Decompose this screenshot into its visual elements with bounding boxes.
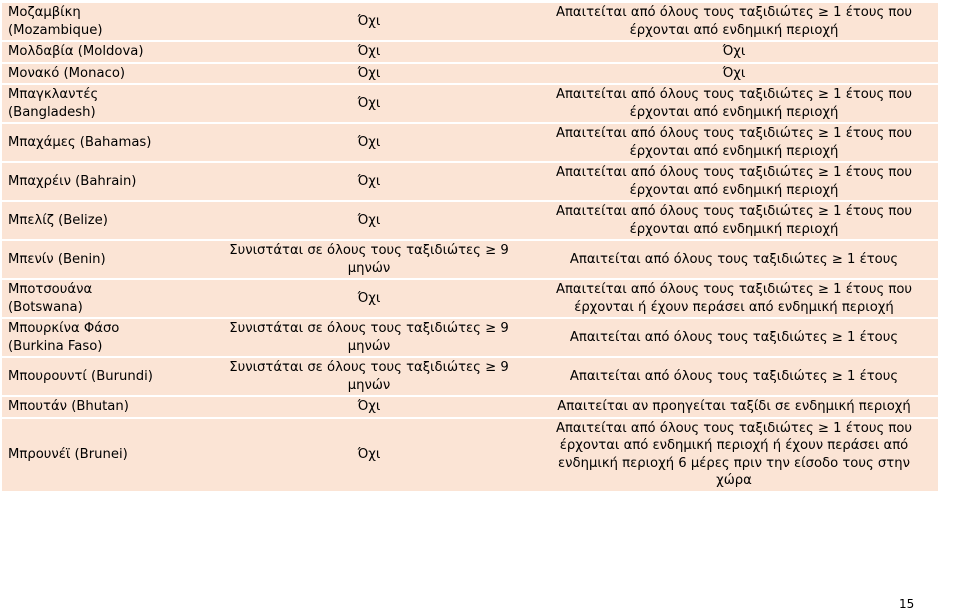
cell-text-line: Όχι xyxy=(357,290,381,306)
table-row xyxy=(2,124,938,161)
cell-text-line: έρχονται από ενδημική περιοχή xyxy=(629,104,839,120)
cell-text-line: (Burkina Faso) xyxy=(8,338,103,354)
vaccine-recommendation-cell xyxy=(208,419,530,491)
table-row xyxy=(2,419,938,491)
cell-text-line: Μπαγκλαντές xyxy=(8,87,99,102)
vaccine-recommendation-cell xyxy=(208,397,530,417)
yellow-fever-requirement-cell xyxy=(530,42,938,62)
yellow-fever-requirement-cell xyxy=(530,419,938,491)
cell-text-line: Μπαχάμες (Bahamas) xyxy=(8,134,152,150)
vaccine-recommendation-cell xyxy=(208,202,530,239)
cell-text-line: Απαιτείται από όλους τους ταξιδιώτες ≥ 1 έτους που xyxy=(555,87,913,102)
cell-text-line: Μπρουνέϊ (Brunei) xyxy=(8,446,128,462)
yellow-fever-requirement-cell xyxy=(530,64,938,84)
table-row xyxy=(2,280,938,317)
vaccine-recommendation-cell xyxy=(208,3,530,40)
country-cell xyxy=(2,397,208,417)
cell-text-line: Απαιτείται από όλους τους ταξιδιώτες ≥ 1 έτους xyxy=(569,329,899,345)
cell-text-line: Μπενίν (Benin) xyxy=(8,251,106,267)
cell-text-line: Όχι xyxy=(357,212,381,228)
country-cell xyxy=(2,3,208,40)
cell-text-line: Μποτσουάνα xyxy=(8,282,93,297)
vaccine-recommendation-cell xyxy=(208,358,530,395)
country-cell xyxy=(2,42,208,62)
table-row xyxy=(2,202,938,239)
cell-text-line: έρχονται ή έχουν περάσει από ενδημική περιοχή xyxy=(574,299,894,315)
cell-text-line: Απαιτείται από όλους τους ταξιδιώτες ≥ 1 έτους που xyxy=(555,165,913,180)
cell-text-line: Απαιτείται από όλους τους ταξιδιώτες ≥ 1 έτους που xyxy=(555,420,913,436)
cell-text-line: έρχονται από ενδημική περιοχή xyxy=(629,182,839,198)
yellow-fever-requirement-cell xyxy=(530,85,938,122)
cell-text-line: Απαιτείται από όλους τους ταξιδιώτες ≥ 1 έτους που xyxy=(555,5,913,20)
country-cell xyxy=(2,241,208,278)
cell-text-line: Όχι xyxy=(722,44,746,59)
cell-text-line: Απαιτείται από όλους τους ταξιδιώτες ≥ 1 έτους xyxy=(569,251,899,267)
vaccine-recommendation-cell xyxy=(208,85,530,122)
cell-text-line: Συνιστάται σε όλους τους ταξιδιώτες ≥ 9 μηνών xyxy=(229,321,509,354)
table-row xyxy=(2,397,938,417)
vaccine-recommendation-cell xyxy=(208,319,530,356)
cell-text-line: (Botswana) xyxy=(8,299,83,315)
table-row xyxy=(2,319,938,356)
cell-text-line: Όχι xyxy=(357,95,381,111)
table-row xyxy=(2,3,938,40)
cell-text-line: έρχονται από ενδημική περιοχή xyxy=(629,221,839,237)
country-cell xyxy=(2,319,208,356)
cell-text-line: έρχονται από ενδημική περιοχή xyxy=(629,143,839,159)
cell-text-line: Απαιτείται από όλους τους ταξιδιώτες ≥ 1 έτους που xyxy=(555,204,913,219)
country-cell xyxy=(2,419,208,491)
cell-text-line: Όχι xyxy=(357,44,381,59)
cell-text-line: Απαιτείται από όλους τους ταξιδιώτες ≥ 1 έτους xyxy=(569,368,899,384)
cell-text-line: Συνιστάται σε όλους τους ταξιδιώτες ≥ 9 μηνών xyxy=(229,243,509,276)
country-cell xyxy=(2,202,208,239)
vaccine-recommendation-cell xyxy=(208,64,530,84)
vaccination-requirements-table xyxy=(2,1,938,493)
country-cell xyxy=(2,163,208,200)
yellow-fever-requirement-cell xyxy=(530,319,938,356)
yellow-fever-requirement-cell xyxy=(530,124,938,161)
cell-text-line: Μοζαμβίκη xyxy=(8,5,81,20)
cell-text-line: έρχονται από ενδημική περιοχή xyxy=(629,22,839,38)
vaccine-recommendation-cell xyxy=(208,280,530,317)
cell-text-line: Όχι xyxy=(357,446,381,462)
vaccine-recommendation-cell xyxy=(208,124,530,161)
country-cell xyxy=(2,124,208,161)
country-cell xyxy=(2,358,208,395)
country-cell xyxy=(2,85,208,122)
table-row xyxy=(2,358,938,395)
table-row xyxy=(2,42,938,62)
cell-text-line: Μολδαβία (Moldova) xyxy=(8,44,144,59)
cell-text-line: χώρα xyxy=(716,473,752,488)
cell-text-line: Μπουρουντί (Burundi) xyxy=(8,368,153,384)
cell-text-line: Όχι xyxy=(722,65,746,81)
cell-text-line: (Mozambique) xyxy=(8,22,103,38)
cell-text-line: Μπαχρέιν (Bahrain) xyxy=(8,173,137,189)
cell-text-line: Όχι xyxy=(357,173,381,189)
vaccine-recommendation-cell xyxy=(208,42,530,62)
cell-text-line: Απαιτείται από όλους τους ταξιδιώτες ≥ 1 έτους που xyxy=(555,126,913,141)
cell-text-line: Μπελίζ (Belize) xyxy=(8,212,108,228)
cell-text-line: ενδημική περιοχή 6 μέρες πριν την είσοδο τους στην xyxy=(558,455,910,471)
vaccine-recommendation-cell xyxy=(208,241,530,278)
yellow-fever-requirement-cell xyxy=(530,241,938,278)
page-number: 15 xyxy=(899,597,915,611)
yellow-fever-requirement-cell xyxy=(530,202,938,239)
cell-text-line: Όχι xyxy=(357,134,381,150)
cell-text-line: Μονακό (Monaco) xyxy=(8,65,126,81)
cell-text-line: (Bangladesh) xyxy=(8,104,96,120)
cell-text-line: Συνιστάται σε όλους τους ταξιδιώτες ≥ 9 μηνών xyxy=(229,360,509,393)
table-row xyxy=(2,163,938,200)
table-row xyxy=(2,85,938,122)
yellow-fever-requirement-cell xyxy=(530,358,938,395)
country-cell xyxy=(2,64,208,84)
table-row xyxy=(2,64,938,84)
yellow-fever-requirement-cell xyxy=(530,3,938,40)
cell-text-line: Μπουρκίνα Φάσο xyxy=(8,321,120,336)
country-cell xyxy=(2,280,208,317)
cell-text-line: Όχι xyxy=(357,13,381,29)
yellow-fever-requirement-cell xyxy=(530,280,938,317)
cell-text-line: Όχι xyxy=(357,399,381,414)
cell-text-line: Απαιτείται από όλους τους ταξιδιώτες ≥ 1 έτους που xyxy=(555,282,913,297)
yellow-fever-requirement-cell xyxy=(530,163,938,200)
vaccine-recommendation-cell xyxy=(208,163,530,200)
table-row xyxy=(2,241,938,278)
cell-text-line: Μπουτάν (Bhutan) xyxy=(8,399,129,414)
yellow-fever-requirement-cell xyxy=(530,397,938,417)
cell-text-line: Απαιτείται αν προηγείται ταξίδι σε ενδημική περιοχή xyxy=(557,399,911,414)
table-body xyxy=(2,3,938,491)
cell-text-line: Όχι xyxy=(357,65,381,81)
cell-text-line: έρχονται από ενδημική περιοχή ή έχουν περάσει από xyxy=(559,438,909,453)
